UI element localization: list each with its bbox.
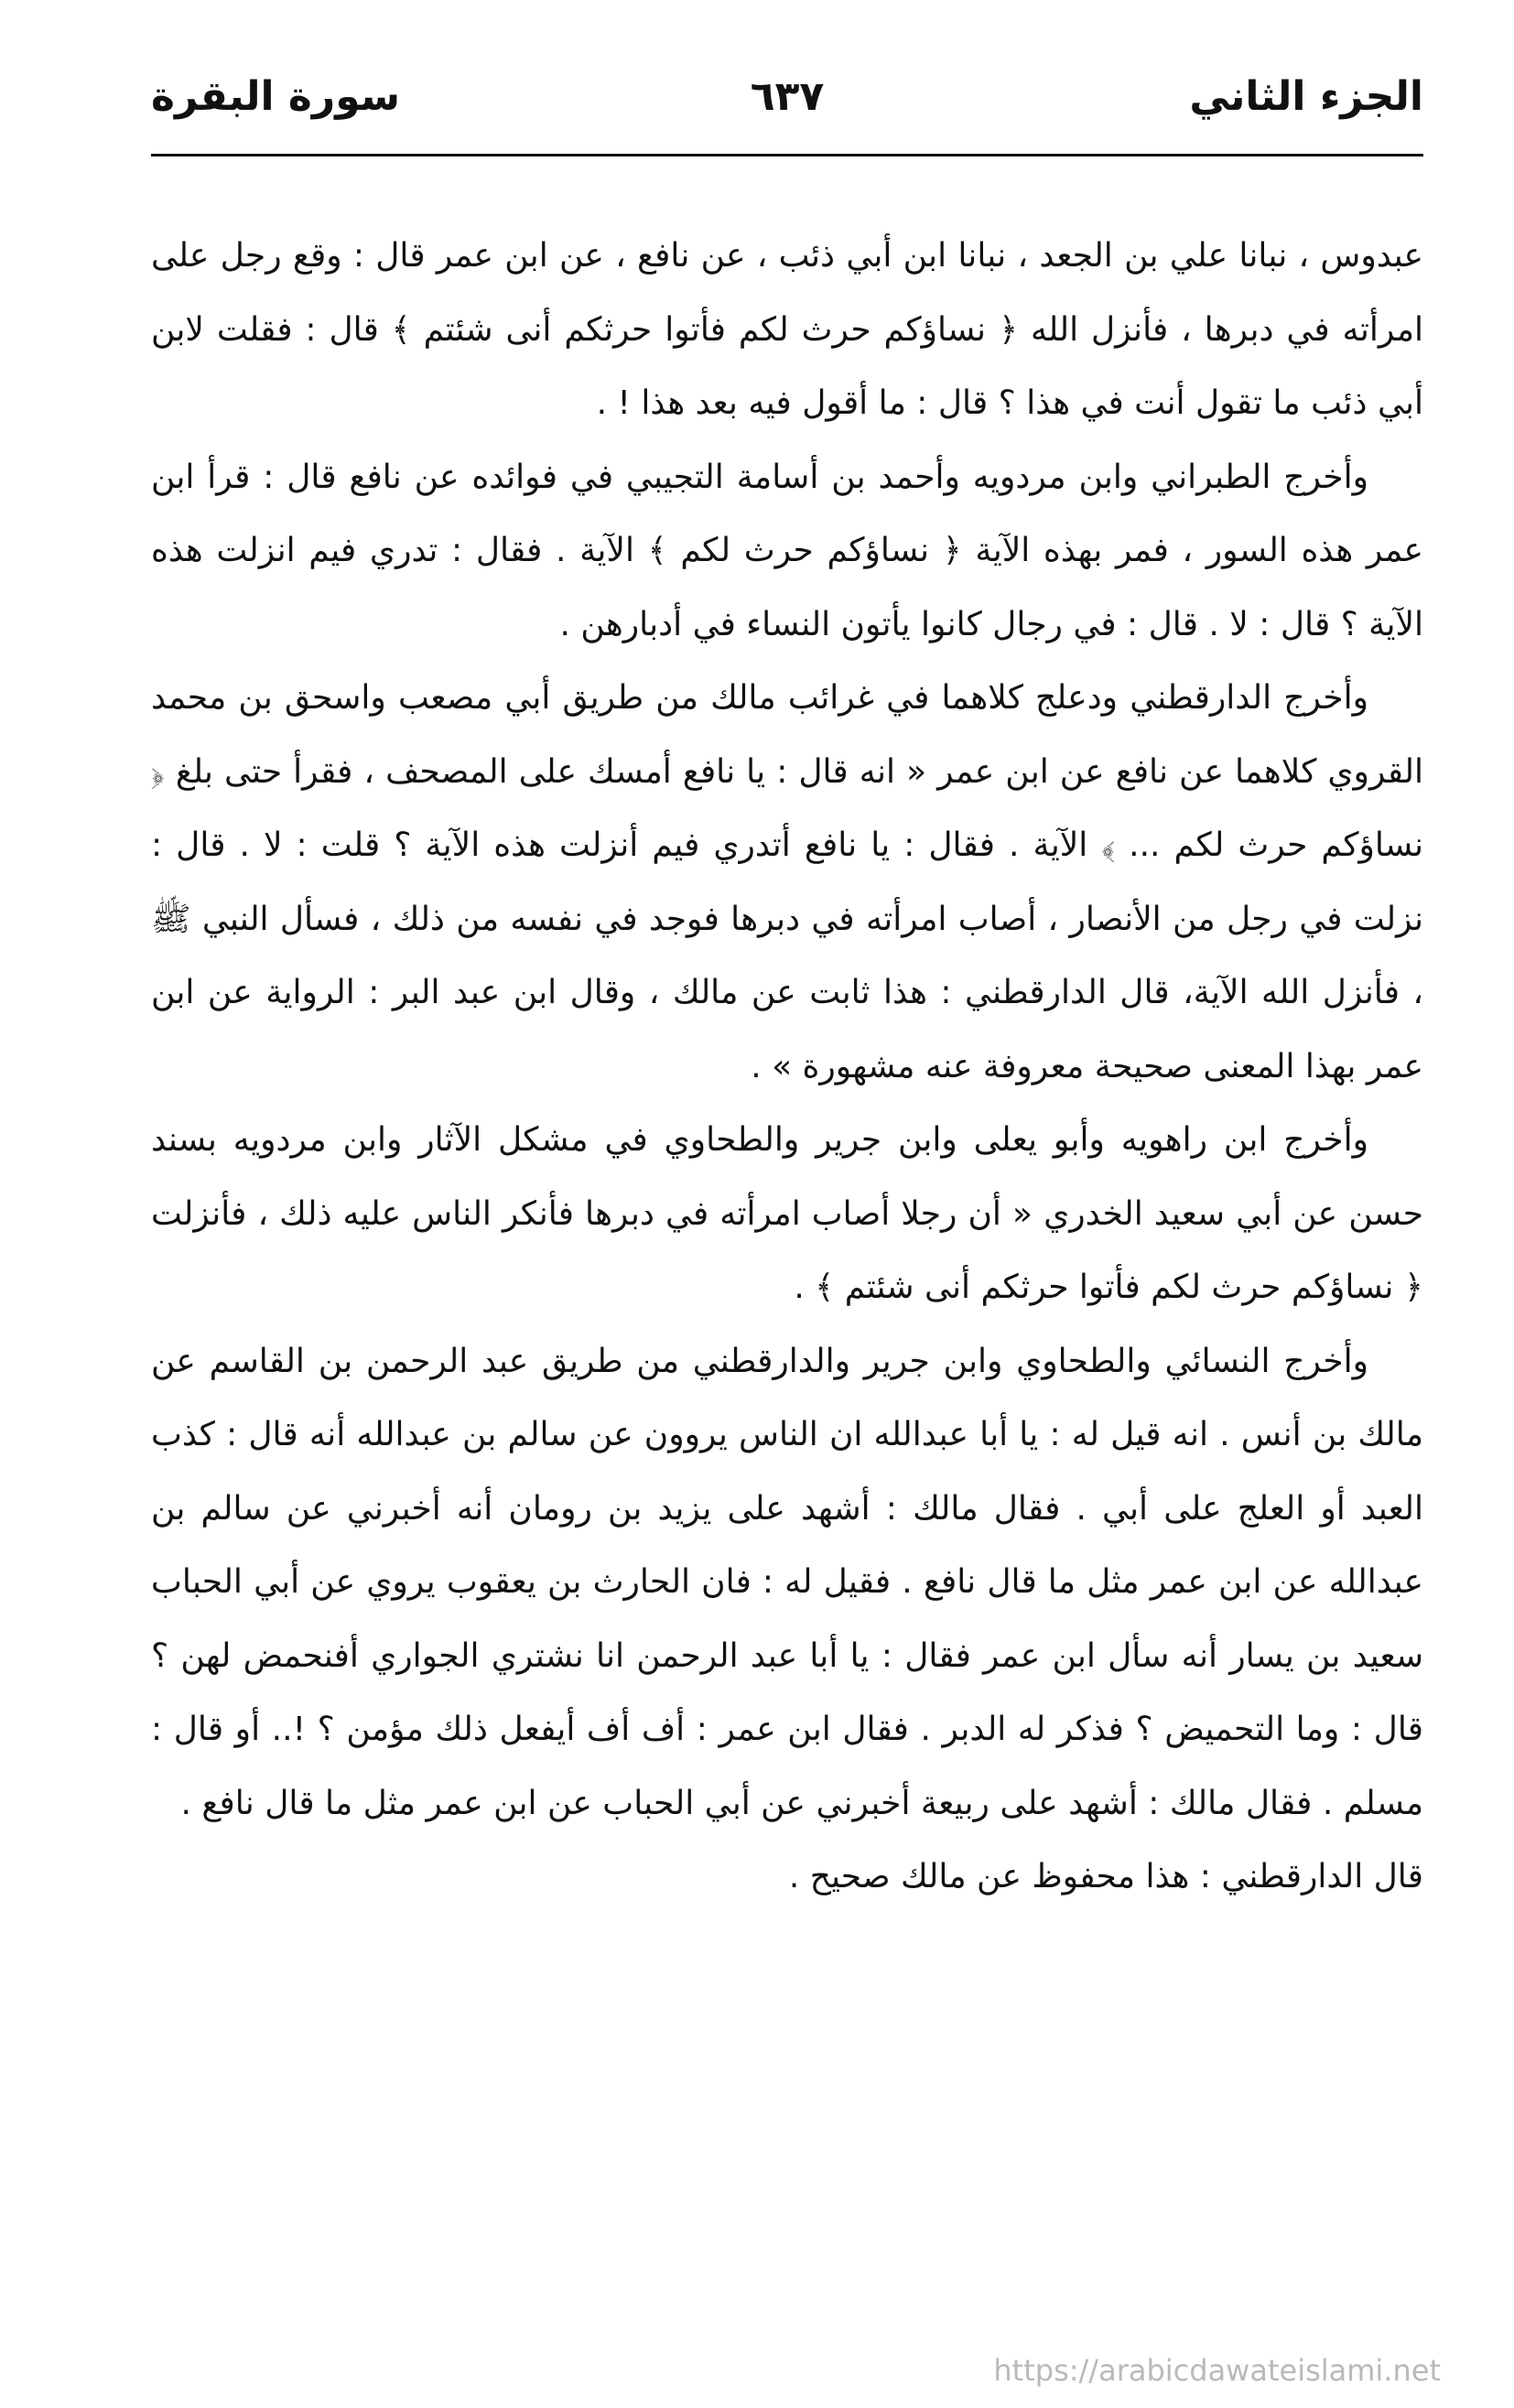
part-label: الجزء الثاني (1189, 73, 1423, 120)
paragraph: قال الدارقطني : هذا محفوظ عن مالك صحيح . (788, 1858, 1423, 1895)
main-text (151, 220, 1423, 1915)
paragraph: وأخرج ابن راهويه وأبو يعلى وابن جرير والطحاوي في مشكل الآثار وابن مردويه بسند حسن عن أبي سعيد الخدري « أن رجلا أصاب امرأته في دبرها فأنكر الناس عليه ذلك ، فأنزلت ﴿ نساؤكم حرث لكم فأتوا حرثكم أنى شئتم ﴾ . (151, 1121, 1423, 1306)
paragraph: عبدوس ، نبانا علي بن الجعد ، نبانا ابن أبي ذئب ، عن نافع ، عن ابن عمر قال : وقع رجل على امرأته في دبرها ، فأنزل الله ﴿ نساؤكم حرث لكم فأتوا حرثكم أنى شئتم ﴾ قال : فقلت لابن أبي ذئب ما تقول أنت في هذا ؟ قال : ما أقول فيه بعد هذا ! . (151, 237, 1423, 422)
source-url[interactable]: https://arabicdawateislami.net (993, 2353, 1441, 2388)
paragraph: وأخرج النسائي والطحاوي وابن جرير والدارقطني من طريق عبد الرحمن بن القاسم عن مالك بن أنس . انه قيل له : يا أبا عبدالله ان الناس يروون عن سالم بن عبدالله أنه قال : كذب العبد أو العلج على أبي . فقال مالك : أشهد على يزيد بن رومان أنه أخبرني عن سالم بن عبدالله عن ابن عمر مثل ما قال نافع . فقيل له : فان الحارث بن يعقوب يروي عن أبي الحباب سعيد بن يسار أنه سأل ابن عمر فقال : يا أبا عبد الرحمن انا نشتري الجواري أفنحمض لهن ؟ قال : وما التحميض ؟ فذكر له الدبر . فقال ابن عمر : أف أف أيفعل ذلك مؤمن ؟ !.. أو قال : مسلم . فقال مالك : أشهد على ربيعة أخبرني عن أبي الحباب عن ابن عمر مثل ما قال نافع . (151, 1342, 1423, 1822)
paragraph: وأخرج الدارقطني ودعلج كلاهما في غرائب مالك من طريق أبي مصعب واسحق بن محمد القروي كلاهما عن نافع عن ابن عمر « انه قال : يا نافع أمسك على المصحف ، فقرأ حتى بلغ ﴿ نساؤكم حرث لكم ... ﴾ الآية . فقال : يا نافع أتدري فيم أنزلت هذه الآية ؟ قلت : لا . قال : نزلت في رجل من الأنصار ، أصاب امرأته في دبرها فوجد في نفسه من ذلك ، فسأل النبي ﷺ ، فأنزل الله الآية، قال الدارقطني : هذا ثابت عن مالك ، وقال ابن عبد البر : الرواية عن ابن عمر بهذا المعنى صحيحة معروفة عنه مشهورة » . (151, 679, 1423, 1085)
surah-label: سورة البقرة (151, 73, 401, 120)
page-header (151, 73, 1423, 146)
header-divider (151, 154, 1423, 157)
paragraph: وأخرج الطبراني وابن مردويه وأحمد بن أسامة التجيبي في فوائده عن نافع قال : قرأ ابن عمر هذه السور ، فمر بهذه الآية ﴿ نساؤكم حرث لكم ﴾ الآية . فقال : تدري فيم انزلت هذه الآية ؟ قال : لا . قال : في رجال كانوا يأتون النساء في أدبارهن . (151, 458, 1423, 643)
page-number: ٦٣٧ (750, 73, 825, 120)
